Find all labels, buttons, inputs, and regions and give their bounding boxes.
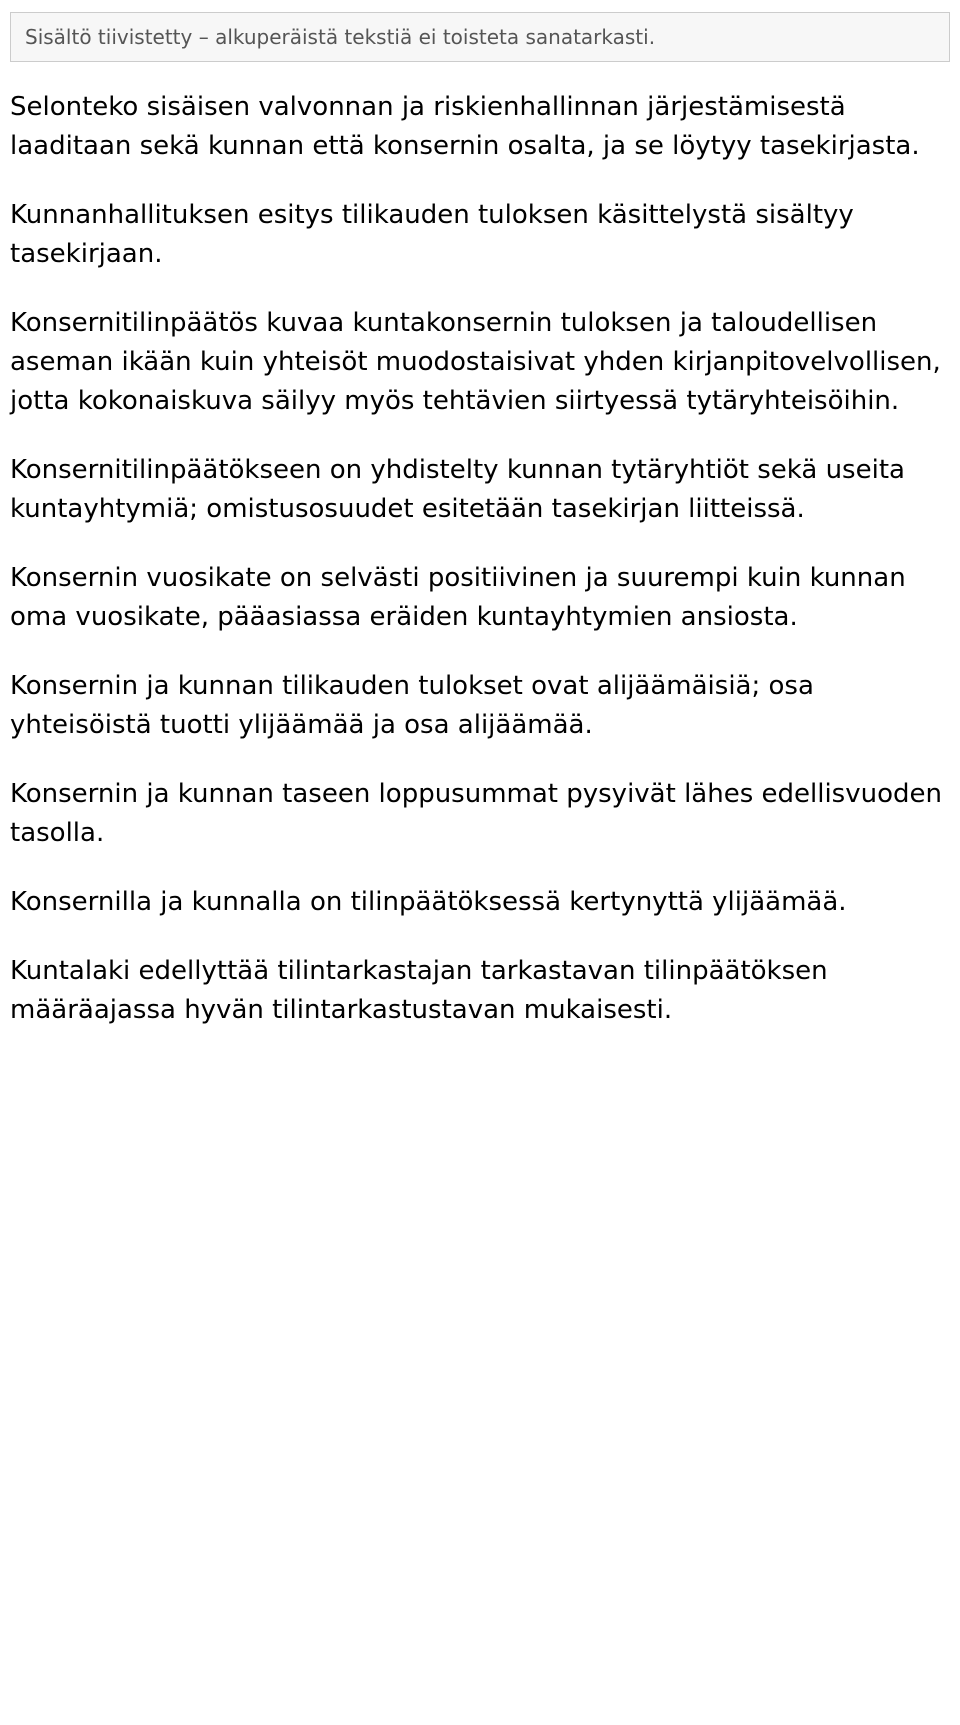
paragraph-consolidation-purpose: Konsernitilinpäätös kuvaa kuntakonsernin tuloksen ja taloudellisen aseman ikään kuin yhteisöt muodostaisivat yhden kirjanpitovelvollisen, jotta kokonaiskuva säilyy myös tehtävien siirtyessä tytäryhteisöihin. [10,308,941,416]
paragraph-period-result: Konsernin ja kunnan tilikauden tulokset ovat alijäämäisiä; osa yhteisöistä tuotti ylijäämää ja osa alijäämää. [10,671,814,740]
summary-notice: Sisältö tiivistetty – alkuperäistä tekstiä ei toisteta sanatarkasti. [10,12,950,62]
paragraph-audit-requirement: Kuntalaki edellyttää tilintarkastajan tarkastavan tilinpäätöksen määräajassa hyvän tilintarkastustavan mukaisesti. [10,956,828,1025]
paragraph-annual-margin: Konsernin vuosikate on selvästi positiivinen ja suurempi kuin kunnan oma vuosikate, pääasiassa eräiden kuntayhtymien ansiosta. [10,563,906,632]
paragraph-balance-sheet: Konsernin ja kunnan taseen loppusummat pysyivät lähes edellisvuoden tasolla. [10,779,942,848]
paragraph-consolidated-entities: Konsernitilinpäätökseen on yhdistelty kunnan tytäryhtiöt sekä useita kuntayhtymiä; omistusosuudet esitetään tasekirjan liitteissä. [10,455,905,524]
paragraph-internal-control: Selonteko sisäisen valvonnan ja riskienhallinnan järjestämisestä laaditaan sekä kunnan että konsernin osalta, ja se löytyy tasekirjasta. [10,92,920,161]
paragraph-accumulated-surplus: Konsernilla ja kunnalla on tilinpäätöksessä kertynyttä ylijäämää. [10,887,847,917]
paragraph-result-proposal: Kunnanhallituksen esitys tilikauden tuloksen käsittelystä sisältyy tasekirjaan. [10,200,854,269]
